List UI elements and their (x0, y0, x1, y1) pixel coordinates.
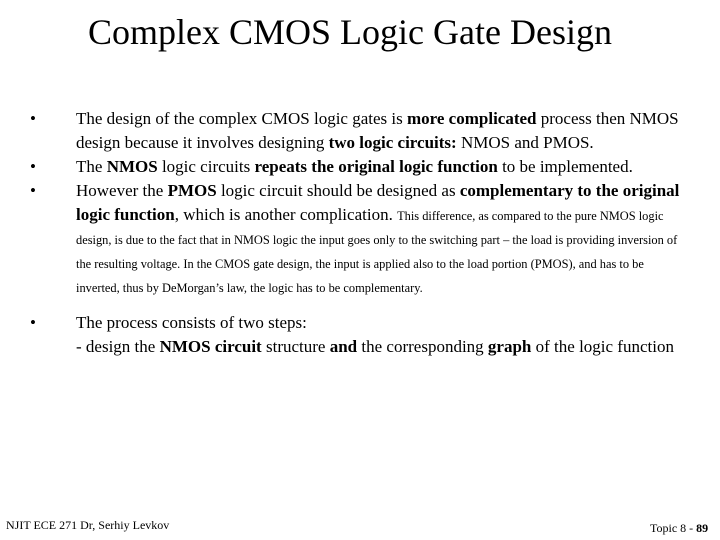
bullet-icon: • (30, 109, 36, 128)
bullet-small-note: This difference, as compared to the pure NMOS logic design, is due to the fact that in NMOS logic the input goes only to the switching part – the load is providing inversion of the resulting voltage. In the CMOS gate design, the input is applied also to the load portion (PMOS), and has to be inverted, thus by DeMorgan’s law, the logic has to be complementary. (76, 209, 678, 295)
slide-title: Complex CMOS Logic Gate Design (88, 12, 612, 52)
footer-course: NJIT ECE 271 Dr, Serhiy Levkov (6, 518, 170, 532)
bullet-item (30, 179, 690, 299)
bullet-list (30, 107, 690, 359)
bullet-item (30, 155, 690, 179)
bullet-text: The design of the complex CMOS logic gates is more complicated process then NMOS design because it involves designing two logic circuits: NMOS and PMOS. (76, 109, 679, 152)
bullet-subline: - design the NMOS circuit structure and the corresponding graph of the logic function (76, 337, 674, 356)
bullet-icon: • (30, 157, 36, 176)
bullet-icon: • (30, 313, 36, 332)
footer-page-number: Topic 8 - 89 (650, 521, 709, 535)
bullet-item (30, 107, 690, 155)
bullet-text: The NMOS logic circuits repeats the original logic function to be implemented. (76, 157, 633, 176)
bullet-item (30, 311, 690, 359)
bullet-text: However the PMOS logic circuit should be designed as complementary to the original logic function, which is another complication. This difference, as compared to the pure NMOS logic design, is due to the fact that in NMOS logic the input goes only to the switching part – the load is providing inversion of the resulting voltage. In the CMOS gate design, the input is applied also to the load portion (PMOS), and has to be inverted, thus by DeMorgan’s law, the logic has to be complementary. (76, 181, 680, 295)
bullet-icon: • (30, 181, 36, 200)
bullet-text: The process consists of two steps: - design the NMOS circuit structure and the corresponding graph of the logic function (76, 313, 674, 356)
